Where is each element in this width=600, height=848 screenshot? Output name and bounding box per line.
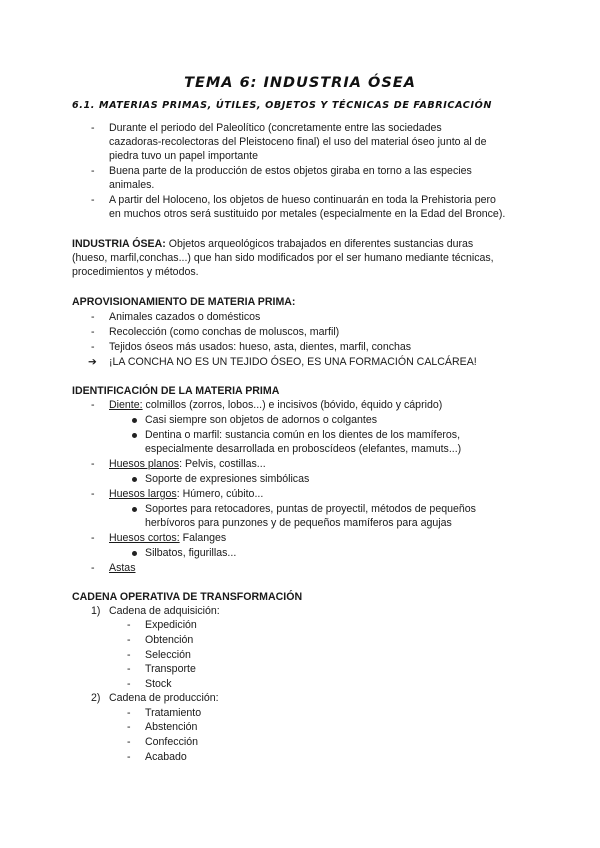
bullet-dot [132, 418, 137, 423]
dash-bullet: - [91, 399, 95, 411]
sub-item: Transporte [145, 663, 196, 675]
cadena-heading: CADENA OPERATIVA DE TRANSFORMACIÓN [72, 591, 303, 603]
bullet-text: animales. [109, 179, 155, 191]
list-number: 1) [91, 605, 101, 617]
dash-bullet: - [127, 663, 131, 675]
arrow-icon: ➔ [88, 356, 97, 368]
bullet-text: Buena parte de la producción de estos objetos giraba en torno a las especies [109, 165, 472, 177]
definition-text: procedimientos y métodos. [72, 266, 199, 278]
list-item: Cadena de producción: [109, 692, 219, 704]
dash-bullet: - [91, 122, 95, 134]
largos-label: Huesos largos [109, 488, 177, 500]
bullet-dot [132, 433, 137, 438]
list-item [109, 531, 226, 545]
dash-bullet: - [91, 326, 95, 338]
identificacion-heading: IDENTIFICACIÓN DE LA MATERIA PRIMA [72, 385, 280, 397]
dash-bullet: - [91, 532, 95, 544]
bullet-dot [132, 507, 137, 512]
dash-bullet: - [127, 634, 131, 646]
sub-item: Dentina o marfil: sustancia común en los dientes de los mamíferos, [145, 429, 461, 441]
list-number: 2) [91, 692, 101, 704]
dash-bullet: - [91, 311, 95, 323]
sub-item: Expedición [145, 619, 197, 631]
page-title: TEMA 6: INDUSTRIA ÓSEA [184, 75, 416, 91]
bullet-text: Durante el periodo del Paleolítico (concretamente entre las sociedades [109, 122, 442, 134]
sub-item: Obtención [145, 634, 194, 646]
dash-bullet: - [127, 707, 131, 719]
sub-item: Soporte de expresiones simbólicas [145, 473, 310, 485]
list-item: Animales cazados o domésticos [109, 311, 261, 323]
definition-text: (hueso, marfil,conchas...) que han sido modificados por el ser humano mediante técnicas, [72, 252, 494, 264]
sub-item: Selección [145, 649, 191, 661]
sub-item: Tratamiento [145, 707, 202, 719]
dash-bullet: - [127, 649, 131, 661]
cortos-label: Huesos cortos: [109, 532, 180, 544]
sub-item: Soportes para retocadores, puntas de proyectil, métodos de pequeños [145, 503, 476, 515]
dash-bullet: - [91, 194, 95, 206]
bullet-dot [132, 477, 137, 482]
dash-bullet: - [91, 165, 95, 177]
sub-item: Acabado [145, 751, 187, 763]
planos-label: Huesos planos [109, 458, 180, 470]
dash-bullet: - [127, 678, 131, 690]
bullet-text: cazadoras-recolectoras del Pleistoceno final) el uso del material óseo junto al de [109, 136, 487, 148]
sub-item: Casi siempre son objetos de adornos o colgantes [145, 414, 378, 426]
dash-bullet: - [91, 488, 95, 500]
sub-item: Confección [145, 736, 198, 748]
dash-bullet: - [91, 458, 95, 470]
list-item: Tejidos óseos más usados: hueso, asta, dientes, marfil, conchas [109, 341, 412, 353]
bullet-text: A partir del Holoceno, los objetos de hueso continuarán en toda la Prehistoria pero [109, 194, 496, 206]
definition-text: Objetos arqueológicos trabajados en diferentes sustancias duras [168, 238, 474, 250]
dash-bullet: - [127, 751, 131, 763]
definition-line [72, 237, 473, 251]
list-item: Cadena de adquisición: [109, 605, 220, 617]
sub-item: Stock [145, 678, 172, 690]
arrow-note: ¡LA CONCHA NO ES UN TEJIDO ÓSEO, ES UNA FORMACIÓN CALCÁREA! [109, 356, 477, 368]
dientes-label: Diente: [109, 399, 143, 411]
definition-term: INDUSTRIA ÓSEA: [72, 238, 166, 250]
sub-item: Silbatos, figurillas... [145, 547, 237, 559]
sub-item: Abstención [145, 721, 198, 733]
dash-bullet: - [91, 341, 95, 353]
dientes-text: colmillos (zorros, lobos...) e incisivos (bóvido, équido y cáprido) [142, 399, 443, 411]
bullet-text: piedra tuvo un papel importante [109, 150, 259, 162]
bullet-dot [132, 551, 137, 556]
aprovisionamiento-heading: APROVISIONAMIENTO DE MATERIA PRIMA: [72, 296, 296, 308]
astas-label: Astas [109, 562, 136, 574]
list-item [109, 487, 263, 501]
largos-text: : Húmero, cúbito... [176, 488, 264, 500]
dash-bullet: - [127, 736, 131, 748]
section-heading: 6.1. MATERIAS PRIMAS, ÚTILES, OBJETOS Y TÉCNICAS DE FABRICACIÓN [72, 100, 492, 111]
sub-item: especialmente desarrollada en proboscídeos (elefantes, mamuts...) [145, 443, 462, 455]
sub-item: herbívoros para punzones y de pequeños mamíferos para agujas [145, 517, 452, 529]
list-item: Recolección (como conchas de moluscos, marfil) [109, 326, 340, 338]
dash-bullet: - [91, 562, 95, 574]
planos-text: : Pelvis, costillas... [179, 458, 266, 470]
bullet-text: en muchos otros será sustituido por metales (especialmente en la Edad del Bronce). [109, 208, 506, 220]
list-item [109, 457, 266, 471]
dash-bullet: - [127, 721, 131, 733]
dash-bullet: - [127, 619, 131, 631]
cortos-text: Falanges [179, 532, 227, 544]
list-item [109, 398, 442, 412]
